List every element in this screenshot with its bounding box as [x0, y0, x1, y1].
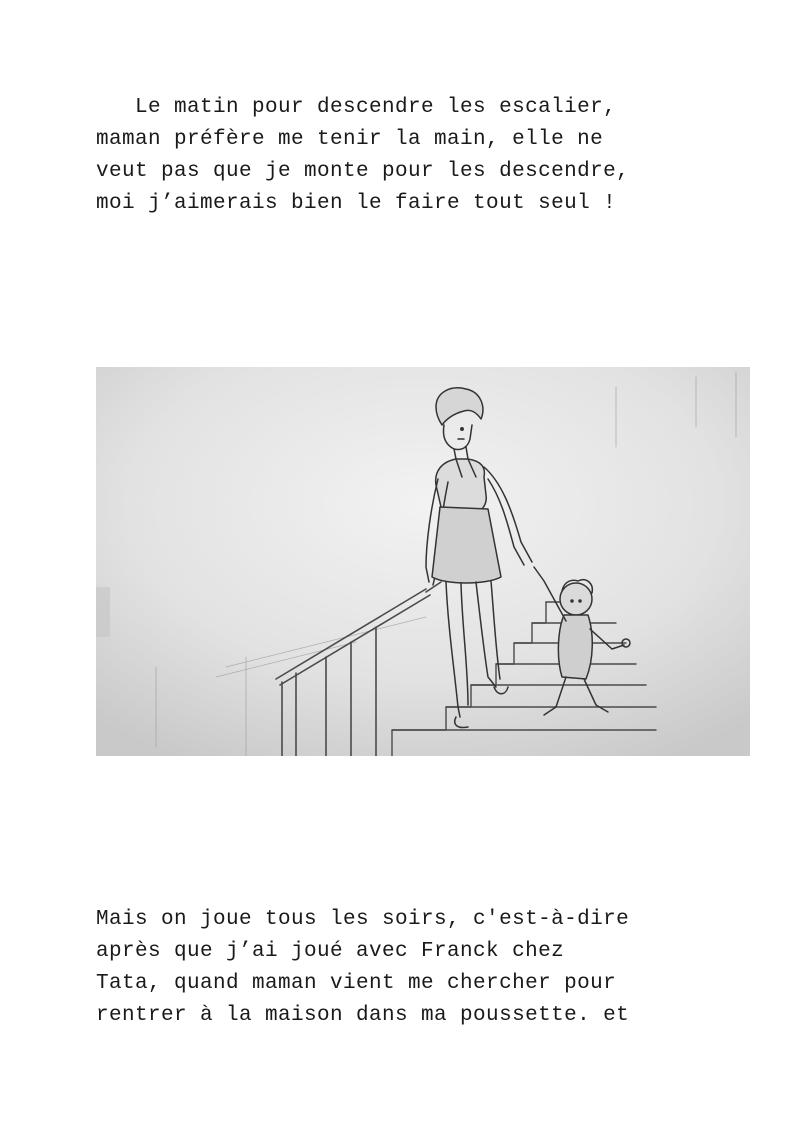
text-line: veut pas que je monte pour les descendre,: [96, 160, 630, 183]
text-line: moi j’aimerais bien le faire tout seul !: [96, 192, 617, 215]
pencil-sketch: [96, 367, 750, 756]
text-line: rentrer à la maison dans ma poussette. et: [96, 1004, 630, 1027]
staircase-illustration: [96, 367, 750, 756]
paragraph-top: [96, 92, 736, 220]
text-line: Mais on joue tous les soirs, c'est-à-dire: [96, 908, 630, 931]
text-line: après que j’ai joué avec Franck chez: [96, 940, 565, 963]
text-line: Le matin pour descendre les escalier,: [96, 96, 617, 119]
text-line: maman préfère me tenir la main, elle ne: [96, 128, 604, 151]
text-line: Tata, quand maman vient me chercher pour: [96, 972, 617, 995]
paragraph-bottom: [96, 904, 736, 1032]
